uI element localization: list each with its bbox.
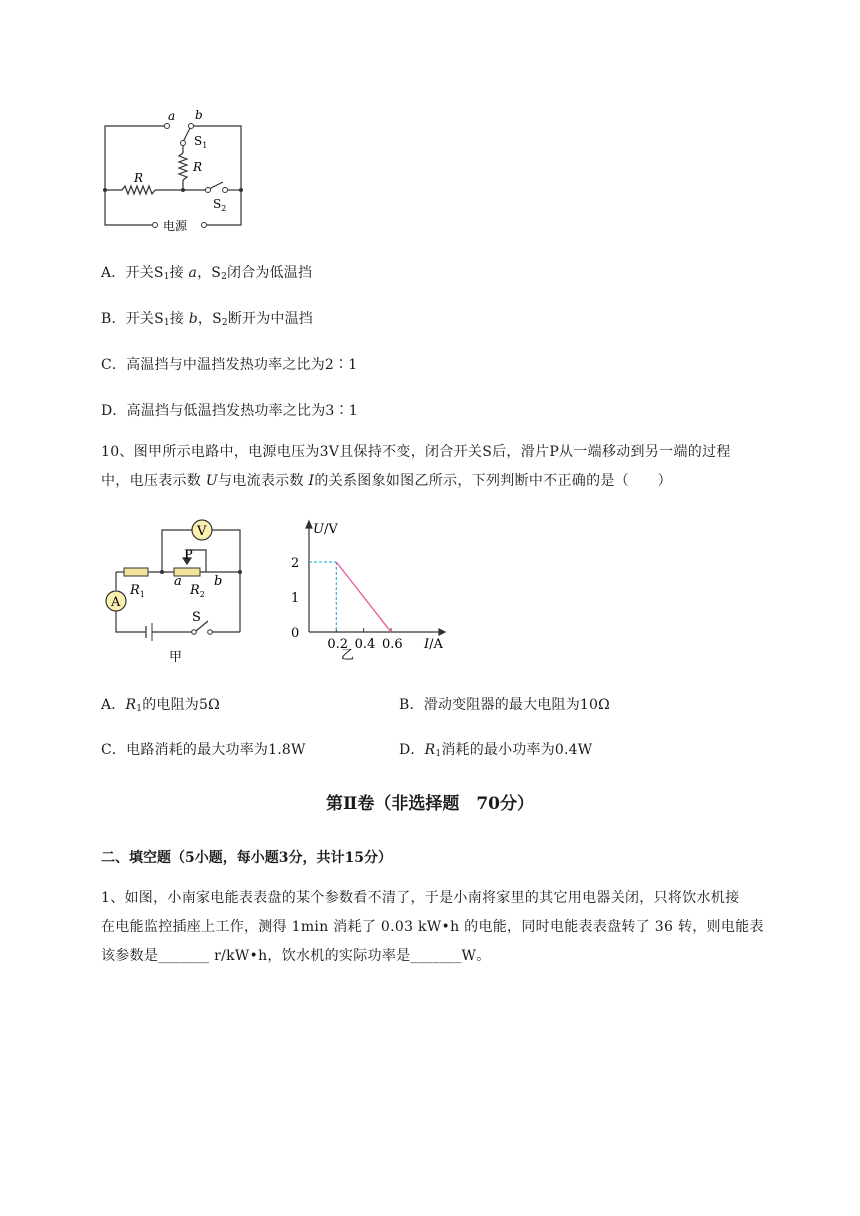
- label-a-end: a: [174, 574, 182, 589]
- label-r-horizontal: R: [134, 171, 144, 185]
- q10-option-c: C．电路消耗的最大功率为1.8W: [101, 742, 306, 758]
- voltmeter-label: V: [197, 524, 207, 539]
- x-tick-label: 0.6: [382, 637, 403, 652]
- label-b-end: b: [214, 574, 223, 589]
- label-a: a: [168, 109, 176, 123]
- label-b: b: [195, 108, 203, 122]
- label-s2: $S_2$: [213, 197, 227, 213]
- x-tick-label: 0.2: [327, 637, 349, 652]
- origin-label: 0: [291, 626, 300, 641]
- q10-option-d: D．$R_1$消耗的最小功率为0.4W: [399, 742, 593, 759]
- y-tick-label: 2: [291, 556, 300, 571]
- label-power-source: 电源: [163, 219, 188, 233]
- q9-option-a: A．开关$S_1$接 a，$S_2$闭合为低温挡: [101, 265, 313, 282]
- section-heading: 二、填空题（5小题，每小题3分，共计15分）: [101, 850, 392, 866]
- u-i-graph: [285, 515, 455, 665]
- caption-jia: 甲: [169, 650, 183, 665]
- series-line: [336, 562, 391, 632]
- part2-title: 第Ⅱ卷（非选择题 70分）: [326, 794, 534, 814]
- ammeter-label: A: [111, 595, 121, 610]
- q10-stem: 10、图甲所示电路中，电源电压为3V且保持不变，闭合开关S后，滑片P从一端移动到另一端的过程 中，电压表示数 U与电流表示数 I的关系图象如图乙所示，下列判断中不正确的是（ ）: [101, 444, 731, 489]
- circuit-diagram-1: [95, 105, 255, 240]
- q9-option-d: D．高温挡与低温挡发热功率之比为3∶1: [101, 403, 358, 419]
- caption-yi: 乙: [341, 648, 355, 663]
- q10-option-a: A．$R_1$的电阻为5Ω: [101, 697, 220, 714]
- circuit-diagram-2: [100, 515, 250, 670]
- label-switch-s: S: [192, 610, 201, 625]
- y-axis-label: U/V: [313, 522, 338, 537]
- q10-option-b: B．滑动变阻器的最大电阻为10Ω: [399, 697, 610, 713]
- label-r1: $R_1$: [130, 583, 145, 599]
- answer-blank-1[interactable]: _______: [158, 948, 210, 964]
- answer-blank-2[interactable]: _______: [410, 948, 462, 964]
- q9-option-b: B．开关$S_1$接 b，$S_2$断开为中温挡: [101, 311, 314, 328]
- slider-label-p: P: [184, 548, 193, 563]
- label-s1: $S_1$: [194, 134, 208, 150]
- x-axis-label: I/A: [424, 637, 443, 652]
- fill-question-1: 1、如图，小南家电能表表盘的某个参数看不清了，于是小南将家里的其它用电器关闭，只将饮水机接 在电能监控插座上工作，测得 1min 消耗了 0.03 kW•h 的电能，同时电能表表盘转了 36 转，则电能表 该参数是_______ r/kW•h，饮水机的实际功率是_______W。: [101, 890, 764, 964]
- q9-option-c: C．高温挡与中温挡发热功率之比为2∶1: [101, 357, 358, 373]
- label-r2: $R_2$: [190, 583, 205, 599]
- y-tick-label: 1: [291, 591, 300, 606]
- label-r-vertical: R: [193, 160, 203, 174]
- x-tick-label: 0.4: [354, 637, 376, 652]
